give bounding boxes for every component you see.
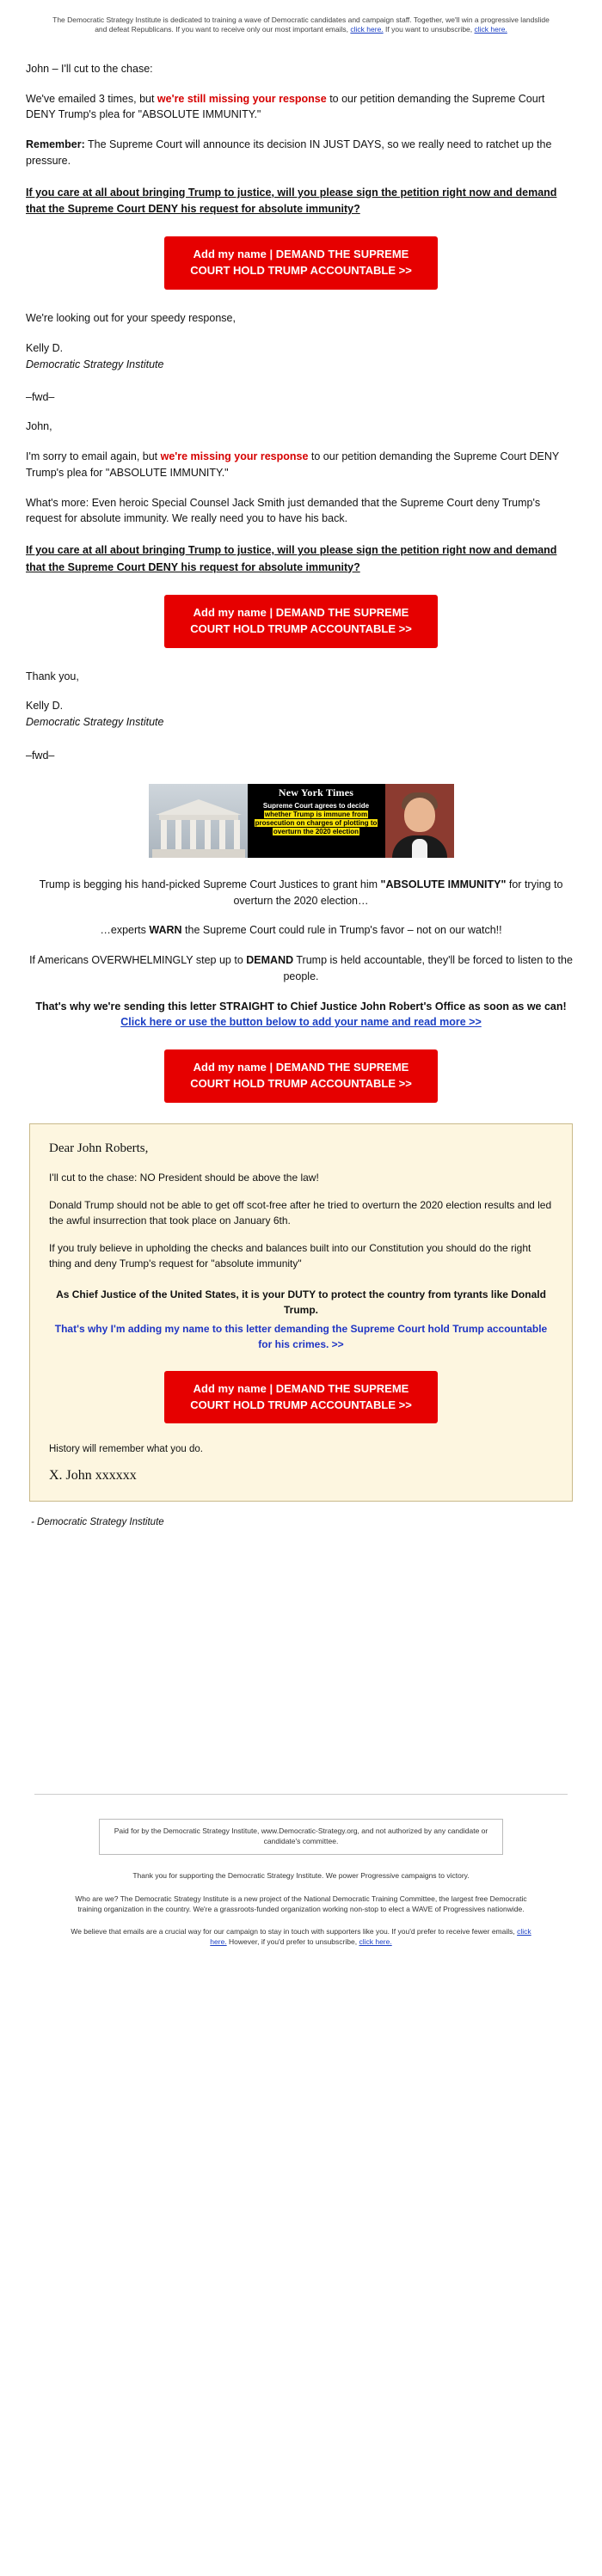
cta-container-1 bbox=[26, 236, 576, 290]
letter-duty-statement: As Chief Justice of the United States, it is your DUTY to protect the country from tyrants like Donald Trump. bbox=[56, 1288, 546, 1316]
footer-believe-b: However, if you'd prefer to unsubscribe, bbox=[229, 1937, 358, 1947]
email2-signature bbox=[26, 698, 576, 731]
disclaimer-line2: If you want to unsubscribe, bbox=[385, 25, 473, 34]
news-headline-highlight-2: prosecution on charges of plotting to bbox=[255, 818, 378, 827]
letter-salutation: Dear John Roberts, bbox=[49, 1141, 149, 1155]
courthouse-column bbox=[190, 820, 196, 849]
email1-greeting: John – I'll cut to the chase: bbox=[26, 62, 153, 75]
email1-ask: If you care at all about bringing Trump to justice, will you please sign the petition right now and demand that the Supreme Court DENY his request for absolute immunity? bbox=[26, 186, 557, 216]
cta-line2: COURT HOLD TRUMP ACCOUNTABLE >> bbox=[190, 621, 412, 635]
cta-line1: Add my name | DEMAND THE SUPREME bbox=[193, 1061, 409, 1074]
portrait-head bbox=[404, 798, 435, 832]
email2-paragraph-1 bbox=[26, 449, 576, 481]
nyt-masthead: New York Times bbox=[278, 786, 354, 798]
email3-p1-part-a: Trump is begging his hand-picked Supreme Court Justices to grant him bbox=[39, 878, 381, 890]
email3-p2-part-a: …experts bbox=[100, 924, 150, 937]
email3-p3-bold: DEMAND bbox=[246, 954, 294, 967]
letter-paragraph-3: If you truly believe in upholding the checks and balances built into our Constitution you should do the right thing and deny Trump's request for "absolute immunity" bbox=[49, 1241, 531, 1270]
news-headline-plain: Supreme Court agrees to decide bbox=[262, 801, 370, 810]
email3-p4-bold: That's why we're sending this letter STRAIGHT to Chief Justice John Robert's Office as soon as we can! bbox=[35, 1000, 567, 1013]
news-headline-highlight-1: whether Trump is immune from bbox=[264, 810, 368, 818]
footer-fewer-emails-link[interactable]: click here. bbox=[210, 1927, 531, 1947]
courthouse-column bbox=[234, 820, 240, 849]
email3-p1-part-b: for trying to overturn the 2020 election… bbox=[233, 878, 563, 907]
email1-p1-part-b: to our petition demanding the Supreme Court DENY Trump's plea for "ABSOLUTE IMMUNITY." bbox=[26, 92, 545, 121]
email2-p1-highlight: we're missing your response bbox=[160, 450, 309, 463]
email3-p3-part-b: Trump is held accountable, they'll be forced to listen to the people. bbox=[283, 954, 573, 982]
courthouse-roof-icon bbox=[156, 799, 242, 815]
portrait-shirt bbox=[412, 839, 427, 858]
courthouse-column bbox=[175, 820, 181, 849]
cta-container-4 bbox=[49, 1371, 553, 1424]
letter-paragraph-1: I'll cut to the chase: NO President should be above the law! bbox=[49, 1171, 319, 1184]
disclaimer-unsubscribe-link[interactable]: click here. bbox=[474, 25, 507, 34]
footer-thanks: Thank you for supporting the Democratic Strategy Institute. We power Progressive campaigns to victory. bbox=[132, 1871, 470, 1881]
email3-p2-part-b: the Supreme Court could rule in Trump's favor – not on our watch!! bbox=[181, 924, 502, 937]
news-headline-panel bbox=[248, 784, 385, 858]
read-more-link[interactable]: Click here or use the button below to add your name and read more >> bbox=[120, 1016, 482, 1029]
courthouse-entablature bbox=[159, 815, 238, 820]
cta-container-2 bbox=[26, 595, 576, 648]
email-body bbox=[0, 42, 602, 1786]
email1-p2-rest: The Supreme Court will announce its decision IN JUST DAYS, so we really need to ratchet up the pressure. bbox=[26, 138, 552, 167]
email2-sign-org: Democratic Strategy Institute bbox=[26, 716, 164, 729]
email3-paragraph-4 bbox=[26, 999, 576, 1031]
footer-who-we-are: Who are we? The Democratic Strategy Institute is a new project of the National Democratic Training Committee, the largest free Democratic training organization in the country. We're a grassroots-funded organization working non-stop to elect a WAVE of Progressives nationwide. bbox=[75, 1894, 527, 1913]
paid-for-disclosure: Paid for by the Democratic Strategy Institute, www.Democratic-Strategy.org, and not authorized by any candidate or candidate's committee. bbox=[99, 1819, 503, 1855]
bottom-spacer bbox=[26, 1527, 576, 1785]
top-disclaimer bbox=[0, 0, 602, 42]
email2-paragraph-2: What's more: Even heroic Special Counsel Jack Smith just demanded that the Supreme Court deny Trump's request for absolute immunity. We really need you to have his back. bbox=[26, 496, 541, 525]
cta-line1: Add my name | DEMAND THE SUPREME bbox=[193, 248, 409, 261]
courthouse-column bbox=[219, 820, 225, 849]
email1-sign-org: Democratic Strategy Institute bbox=[26, 358, 164, 370]
news-headline-text bbox=[251, 802, 382, 836]
email1-closing: We're looking out for your speedy response, bbox=[26, 312, 236, 325]
email2-closing: Thank you, bbox=[26, 670, 79, 682]
closing-org: - Democratic Strategy Institute bbox=[31, 1517, 164, 1528]
footer-unsubscribe-link[interactable]: click here. bbox=[359, 1937, 392, 1947]
cta-container-3 bbox=[26, 1049, 576, 1103]
cta-button-4[interactable] bbox=[164, 1371, 438, 1424]
email2-greeting: John, bbox=[26, 420, 52, 433]
news-image bbox=[26, 784, 576, 858]
letter-paragraph-2: Donald Trump should not be able to get off scot-free after he tried to overturn the 2020 election results and led the awful insurrection that took place on January 6th. bbox=[49, 1198, 552, 1227]
fwd-marker-2: –fwd– bbox=[26, 749, 55, 762]
courthouse-column bbox=[161, 820, 167, 849]
email1-signature bbox=[26, 340, 576, 373]
email3-p2-bold: WARN bbox=[149, 924, 182, 937]
supreme-court-photo bbox=[149, 784, 248, 858]
courthouse-column bbox=[205, 820, 211, 849]
letter-signature: X. John xxxxxx bbox=[49, 1468, 137, 1484]
email1-paragraph-2 bbox=[26, 137, 576, 169]
email1-p2-lead: Remember: bbox=[26, 138, 85, 151]
cta-line1: Add my name | DEMAND THE SUPREME bbox=[193, 1381, 409, 1395]
cta-line2: COURT HOLD TRUMP ACCOUNTABLE >> bbox=[190, 264, 412, 278]
email2-p1-part-a: I'm sorry to email again, but bbox=[26, 450, 161, 463]
disclaimer-line1: The Democratic Strategy Institute is dedicated to training a wave of Democratic candidates and campaign staff. Together, we'll win a progressive landslide and defeat Republicans. If you want to receive only our most important emails, bbox=[52, 15, 550, 34]
email2-sign-name: Kelly D. bbox=[26, 700, 64, 713]
cta-line1: Add my name | DEMAND THE SUPREME bbox=[193, 605, 409, 619]
fwd-marker-1: –fwd– bbox=[26, 391, 55, 404]
letter-history-line: History will remember what you do. bbox=[49, 1444, 203, 1455]
email3-p1-bold: "ABSOLUTE IMMUNITY" bbox=[380, 878, 507, 890]
footer-believe-a: We believe that emails are a crucial way for our campaign to stay in touch with supporters like you. If you'd prefer to receive fewer emails, bbox=[71, 1927, 515, 1937]
email-footer bbox=[0, 1803, 602, 1983]
email2-p1-part-b: to our petition demanding the Supreme Court DENY Trump's plea for "ABSOLUTE IMMUNITY." bbox=[26, 450, 560, 479]
email3-paragraph-2 bbox=[26, 922, 576, 939]
letter-to-john-roberts bbox=[29, 1123, 573, 1502]
news-headline-highlight-3: overturn the 2020 election bbox=[273, 827, 359, 835]
cta-button-3[interactable] bbox=[164, 1049, 438, 1103]
courthouse-illustration bbox=[149, 796, 248, 858]
courthouse-base bbox=[152, 849, 245, 858]
email3-paragraph-3 bbox=[26, 952, 576, 985]
footer-divider bbox=[34, 1794, 568, 1795]
cta-button-2[interactable] bbox=[164, 595, 438, 648]
email1-sign-name: Kelly D. bbox=[26, 341, 64, 354]
footer-email-preferences bbox=[69, 1926, 533, 1948]
disclaimer-fewer-emails-link[interactable]: click here. bbox=[350, 25, 384, 34]
john-roberts-portrait bbox=[385, 784, 454, 858]
email3-p3-part-a: If Americans OVERWHELMINGLY step up to bbox=[29, 954, 247, 967]
email1-p1-highlight: we're still missing your response bbox=[157, 92, 327, 105]
email1-paragraph-1 bbox=[26, 91, 576, 124]
cta-line2: COURT HOLD TRUMP ACCOUNTABLE >> bbox=[190, 1398, 412, 1411]
email3-paragraph-1 bbox=[26, 877, 576, 909]
email1-p1-part-a: We've emailed 3 times, but bbox=[26, 92, 157, 105]
cta-button-1[interactable] bbox=[164, 236, 438, 290]
cta-line2: COURT HOLD TRUMP ACCOUNTABLE >> bbox=[190, 1076, 412, 1090]
letter-add-name-statement: That's why I'm adding my name to this letter demanding the Supreme Court hold Trump accountable for his crimes. >> bbox=[54, 1322, 548, 1350]
email2-ask: If you care at all about bringing Trump to justice, will you please sign the petition right now and demand that the Supreme Court DENY his request for absolute immunity? bbox=[26, 544, 557, 573]
